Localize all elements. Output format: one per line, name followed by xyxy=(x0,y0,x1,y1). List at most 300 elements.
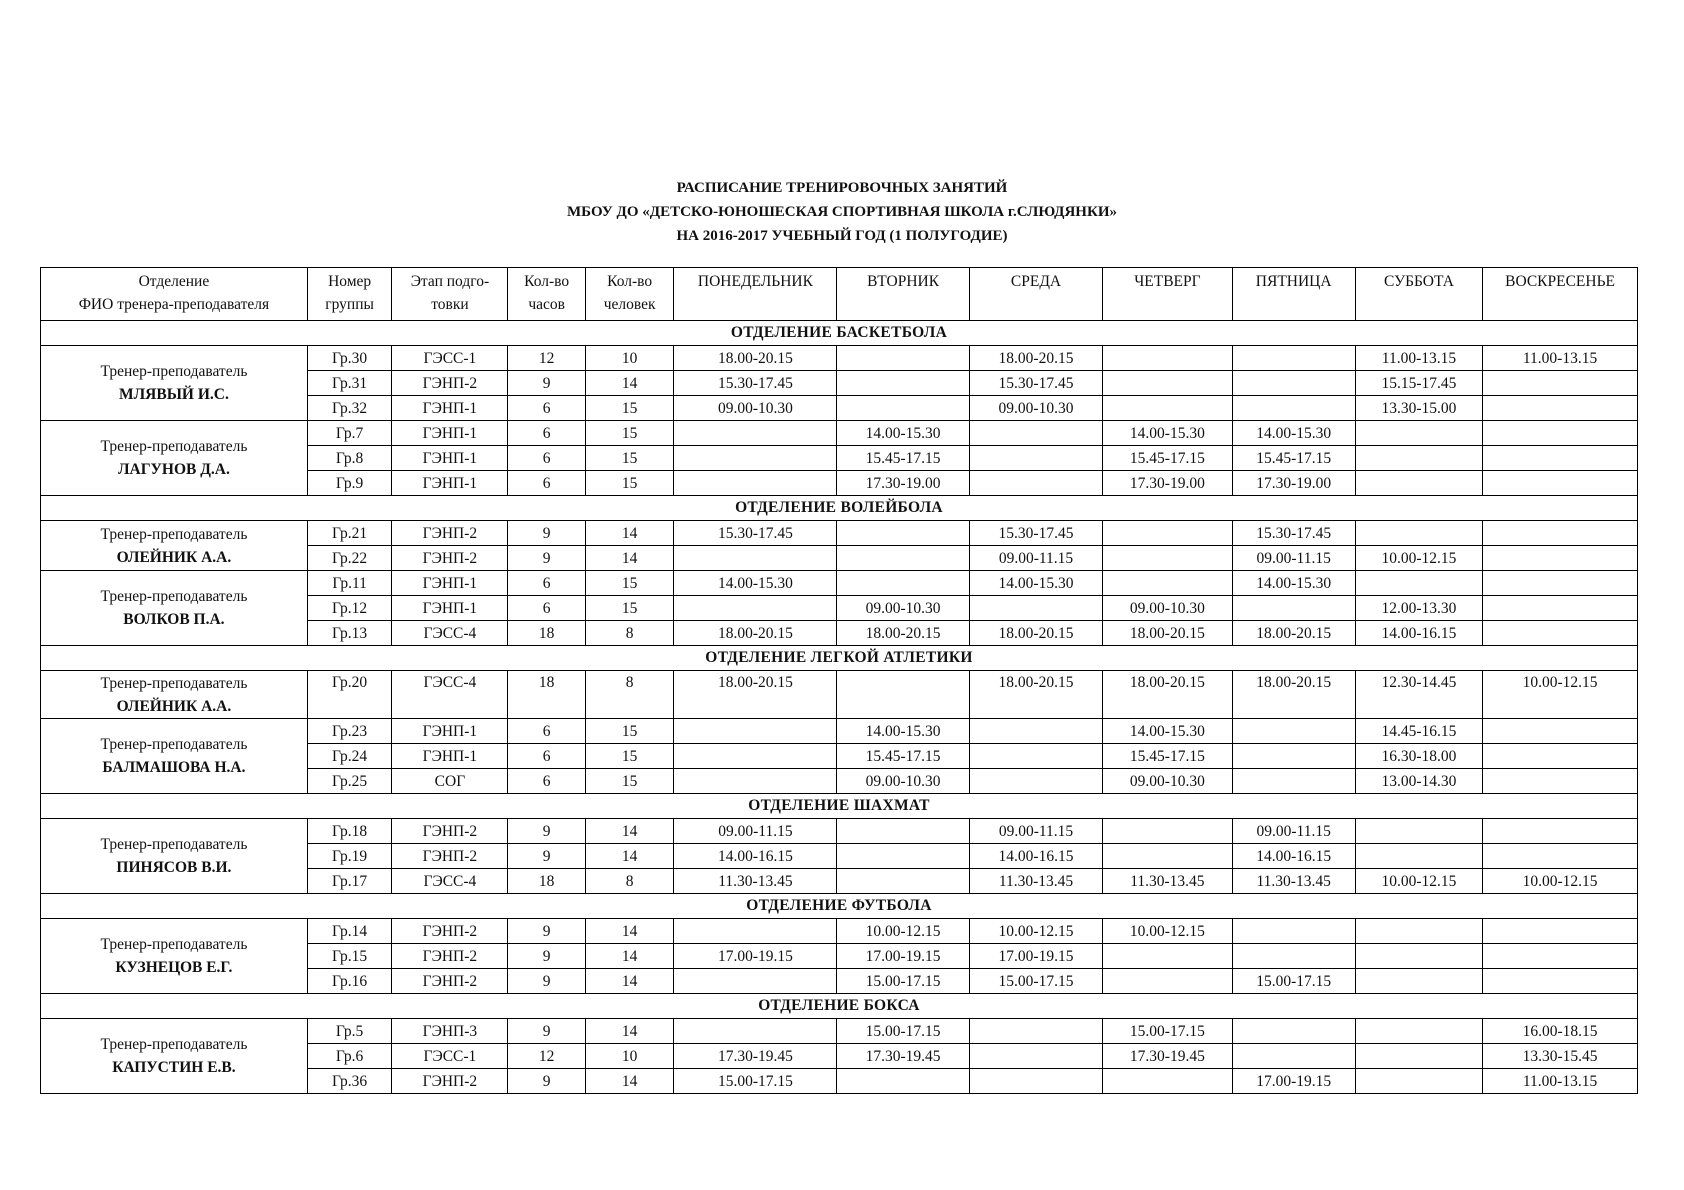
time-slot: 16.00-18.15 xyxy=(1483,1019,1638,1044)
time-slot: 09.00-11.15 xyxy=(1232,819,1355,844)
coach-cell xyxy=(41,571,308,646)
time-slot xyxy=(1355,446,1482,471)
time-slot xyxy=(1232,769,1355,794)
group-number: Гр.25 xyxy=(307,769,392,794)
department-heading: ОТДЕЛЕНИЕ ФУТБОЛА xyxy=(41,894,1638,919)
time-slot xyxy=(674,769,837,794)
time-slot xyxy=(1355,944,1482,969)
people-count: 14 xyxy=(585,969,674,994)
time-slot: 09.00-10.30 xyxy=(837,769,969,794)
hours-count: 9 xyxy=(508,521,585,546)
coach-role: Тренер-преподаватель xyxy=(100,836,248,853)
time-slot xyxy=(674,446,837,471)
time-slot: 14.00-15.30 xyxy=(969,571,1102,596)
time-slot xyxy=(674,546,837,571)
time-slot: 14.00-15.30 xyxy=(1103,421,1232,446)
time-slot: 15.00-17.15 xyxy=(837,969,969,994)
time-slot xyxy=(837,844,969,869)
time-slot: 15.45-17.15 xyxy=(837,744,969,769)
people-count: 15 xyxy=(585,446,674,471)
time-slot xyxy=(1483,446,1638,471)
time-slot: 17.30-19.00 xyxy=(1103,471,1232,496)
time-slot: 15.00-17.15 xyxy=(1232,969,1355,994)
time-slot xyxy=(1103,371,1232,396)
time-slot xyxy=(1232,919,1355,944)
coach-name: ЛАГУНОВ Д.А. xyxy=(117,461,230,478)
time-slot: 10.00-12.15 xyxy=(969,919,1102,944)
hours-count: 9 xyxy=(508,969,585,994)
coach-role: Тренер-преподаватель xyxy=(100,438,248,455)
time-slot xyxy=(674,471,837,496)
table-row xyxy=(41,421,1638,446)
group-number: Гр.23 xyxy=(307,719,392,744)
header-day: СРЕДА xyxy=(969,268,1102,321)
people-count: 14 xyxy=(585,1019,674,1044)
coach-cell xyxy=(41,521,308,571)
people-count: 14 xyxy=(585,844,674,869)
hours-count: 9 xyxy=(508,371,585,396)
department-heading: ОТДЕЛЕНИЕ ЛЕГКОЙ АТЛЕТИКИ xyxy=(41,646,1638,671)
training-stage: ГЭСС-1 xyxy=(392,1044,508,1069)
time-slot xyxy=(1483,621,1638,646)
hours-count: 6 xyxy=(508,596,585,621)
people-count: 14 xyxy=(585,819,674,844)
hours-count: 9 xyxy=(508,944,585,969)
time-slot xyxy=(1483,396,1638,421)
time-slot: 14.00-15.30 xyxy=(837,421,969,446)
time-slot xyxy=(1232,744,1355,769)
coach-cell xyxy=(41,421,308,496)
hours-count: 6 xyxy=(508,769,585,794)
time-slot xyxy=(674,719,837,744)
time-slot: 09.00-11.15 xyxy=(674,819,837,844)
time-slot: 15.45-17.15 xyxy=(1103,744,1232,769)
hours-count: 18 xyxy=(508,869,585,894)
group-number: Гр.12 xyxy=(307,596,392,621)
time-slot: 17.00-19.15 xyxy=(969,944,1102,969)
table-body xyxy=(41,321,1638,1094)
time-slot: 14.45-16.15 xyxy=(1355,719,1482,744)
time-slot xyxy=(1483,769,1638,794)
time-slot xyxy=(1483,546,1638,571)
people-count: 8 xyxy=(585,869,674,894)
header-hours: Кол-во часов xyxy=(508,268,585,321)
time-slot: 10.00-12.15 xyxy=(1355,869,1482,894)
time-slot xyxy=(674,421,837,446)
coach-role: Тренер-преподаватель xyxy=(100,363,248,380)
people-count: 15 xyxy=(585,719,674,744)
time-slot: 13.00-14.30 xyxy=(1355,769,1482,794)
time-slot: 15.00-17.15 xyxy=(837,1019,969,1044)
training-stage: ГЭНП-2 xyxy=(392,521,508,546)
time-slot: 12.00-13.30 xyxy=(1355,596,1482,621)
hours-count: 6 xyxy=(508,719,585,744)
header-day: СУББОТА xyxy=(1355,268,1482,321)
training-stage: ГЭСС-4 xyxy=(392,671,508,719)
department-heading: ОТДЕЛЕНИЕ БОКСА xyxy=(41,994,1638,1019)
time-slot: 09.00-10.30 xyxy=(837,596,969,621)
table-row xyxy=(41,571,1638,596)
people-count: 15 xyxy=(585,471,674,496)
training-stage: ГЭНП-1 xyxy=(392,719,508,744)
time-slot: 15.30-17.45 xyxy=(674,371,837,396)
people-count: 14 xyxy=(585,944,674,969)
time-slot xyxy=(1103,521,1232,546)
time-slot: 15.30-17.45 xyxy=(1232,521,1355,546)
time-slot xyxy=(837,521,969,546)
training-stage: ГЭНП-2 xyxy=(392,546,508,571)
people-count: 15 xyxy=(585,596,674,621)
training-stage: ГЭНП-1 xyxy=(392,446,508,471)
time-slot: 11.30-13.45 xyxy=(1232,869,1355,894)
time-slot: 09.00-10.30 xyxy=(1103,769,1232,794)
group-number: Гр.21 xyxy=(307,521,392,546)
time-slot xyxy=(674,596,837,621)
time-slot xyxy=(1232,346,1355,371)
table-row xyxy=(41,1019,1638,1044)
training-stage: ГЭНП-2 xyxy=(392,944,508,969)
time-slot xyxy=(837,346,969,371)
time-slot xyxy=(1355,521,1482,546)
time-slot xyxy=(1483,719,1638,744)
group-number: Гр.14 xyxy=(307,919,392,944)
time-slot: 17.30-19.45 xyxy=(837,1044,969,1069)
time-slot: 18.00-20.15 xyxy=(1103,671,1232,719)
time-slot xyxy=(837,1069,969,1094)
coach-name: ОЛЕЙНИК А.А. xyxy=(116,548,232,566)
people-count: 14 xyxy=(585,371,674,396)
time-slot xyxy=(837,546,969,571)
time-slot: 18.00-20.15 xyxy=(969,671,1102,719)
hours-count: 6 xyxy=(508,571,585,596)
time-slot xyxy=(1355,1044,1482,1069)
training-stage: ГЭНП-2 xyxy=(392,819,508,844)
department-heading: ОТДЕЛЕНИЕ ВОЛЕЙБОЛА xyxy=(41,496,1638,521)
header-day: ВТОРНИК xyxy=(837,268,969,321)
training-stage: ГЭНП-1 xyxy=(392,596,508,621)
time-slot xyxy=(969,719,1102,744)
hours-count: 12 xyxy=(508,1044,585,1069)
time-slot: 18.00-20.15 xyxy=(1232,621,1355,646)
hours-count: 18 xyxy=(508,621,585,646)
time-slot: 17.30-19.00 xyxy=(1232,471,1355,496)
group-number: Гр.5 xyxy=(307,1019,392,1044)
time-slot xyxy=(969,596,1102,621)
training-stage: ГЭНП-2 xyxy=(392,844,508,869)
time-slot xyxy=(674,969,837,994)
time-slot: 10.00-12.15 xyxy=(837,919,969,944)
training-stage: ГЭСС-1 xyxy=(392,346,508,371)
hours-count: 6 xyxy=(508,421,585,446)
training-stage: ГЭСС-4 xyxy=(392,621,508,646)
training-stage: ГЭСС-4 xyxy=(392,869,508,894)
coach-cell xyxy=(41,719,308,794)
coach-role: Тренер-преподаватель xyxy=(100,674,248,692)
time-slot: 09.00-11.15 xyxy=(969,819,1102,844)
time-slot: 09.00-10.30 xyxy=(674,396,837,421)
time-slot xyxy=(1483,571,1638,596)
department-heading: ОТДЕЛЕНИЕ ШАХМАТ xyxy=(41,794,1638,819)
time-slot: 09.00-11.15 xyxy=(969,546,1102,571)
coach-cell xyxy=(41,1019,308,1094)
time-slot: 17.00-19.15 xyxy=(674,944,837,969)
hours-count: 9 xyxy=(508,1069,585,1094)
time-slot xyxy=(1103,396,1232,421)
time-slot xyxy=(1232,1044,1355,1069)
header-group: Номер группы xyxy=(307,268,392,321)
hours-count: 9 xyxy=(508,919,585,944)
group-number: Гр.7 xyxy=(307,421,392,446)
time-slot xyxy=(969,1019,1102,1044)
time-slot: 14.00-16.15 xyxy=(674,844,837,869)
training-stage: ГЭНП-1 xyxy=(392,744,508,769)
time-slot xyxy=(1232,719,1355,744)
time-slot xyxy=(1355,1069,1482,1094)
department-heading: ОТДЕЛЕНИЕ БАСКЕТБОЛА xyxy=(41,321,1638,346)
header-day: ПОНЕДЕЛЬНИК xyxy=(674,268,837,321)
training-stage: ГЭНП-2 xyxy=(392,1069,508,1094)
hours-count: 9 xyxy=(508,1019,585,1044)
time-slot: 15.30-17.45 xyxy=(969,371,1102,396)
hours-count: 6 xyxy=(508,446,585,471)
time-slot: 11.30-13.45 xyxy=(969,869,1102,894)
time-slot: 09.00-10.30 xyxy=(1103,596,1232,621)
hours-count: 6 xyxy=(508,744,585,769)
time-slot: 18.00-20.15 xyxy=(1232,671,1355,719)
coach-cell xyxy=(41,919,308,994)
time-slot: 14.00-15.30 xyxy=(1232,571,1355,596)
training-stage: ГЭНП-2 xyxy=(392,371,508,396)
hours-count: 9 xyxy=(508,546,585,571)
time-slot: 11.00-13.15 xyxy=(1483,346,1638,371)
time-slot: 17.30-19.45 xyxy=(1103,1044,1232,1069)
coach-name: ВОЛКОВ П.А. xyxy=(123,611,225,628)
group-number: Гр.17 xyxy=(307,869,392,894)
people-count: 15 xyxy=(585,396,674,421)
time-slot xyxy=(674,919,837,944)
time-slot: 13.30-15.00 xyxy=(1355,396,1482,421)
time-slot xyxy=(1355,471,1482,496)
time-slot: 15.30-17.45 xyxy=(969,521,1102,546)
coach-name: КУЗНЕЦОВ Е.Г. xyxy=(115,959,233,976)
hours-count: 6 xyxy=(508,396,585,421)
time-slot: 14.00-15.30 xyxy=(674,571,837,596)
group-number: Гр.6 xyxy=(307,1044,392,1069)
time-slot: 10.00-12.15 xyxy=(1355,546,1482,571)
header-people: Кол-во человек xyxy=(585,268,674,321)
title-line-2: МБОУ ДО «ДЕТСКО-ЮНОШЕСКАЯ СПОРТИВНАЯ ШКОЛА г.СЛЮДЯНКИ» xyxy=(566,204,1117,220)
time-slot xyxy=(1483,969,1638,994)
training-stage: ГЭНП-1 xyxy=(392,471,508,496)
table-row xyxy=(41,346,1638,371)
time-slot xyxy=(1355,844,1482,869)
group-number: Гр.18 xyxy=(307,819,392,844)
time-slot: 18.00-20.15 xyxy=(674,621,837,646)
time-slot: 16.30-18.00 xyxy=(1355,744,1482,769)
training-stage: ГЭНП-2 xyxy=(392,969,508,994)
training-stage: ГЭНП-3 xyxy=(392,1019,508,1044)
time-slot xyxy=(837,396,969,421)
header-day: ПЯТНИЦА xyxy=(1232,268,1355,321)
time-slot xyxy=(969,1069,1102,1094)
time-slot xyxy=(1483,371,1638,396)
time-slot: 14.00-15.30 xyxy=(1103,719,1232,744)
group-number: Гр.15 xyxy=(307,944,392,969)
time-slot: 09.00-11.15 xyxy=(1232,546,1355,571)
people-count: 14 xyxy=(585,521,674,546)
group-number: Гр.13 xyxy=(307,621,392,646)
time-slot xyxy=(837,371,969,396)
hours-count: 9 xyxy=(508,819,585,844)
group-number: Гр.24 xyxy=(307,744,392,769)
time-slot xyxy=(969,744,1102,769)
people-count: 15 xyxy=(585,421,674,446)
group-number: Гр.36 xyxy=(307,1069,392,1094)
title-line-3: НА 2016-2017 УЧЕБНЫЙ ГОД (1 ПОЛУГОДИЕ) xyxy=(676,228,1008,244)
group-number: Гр.20 xyxy=(307,671,392,719)
time-slot xyxy=(1355,571,1482,596)
time-slot: 15.00-17.15 xyxy=(674,1069,837,1094)
time-slot: 18.00-20.15 xyxy=(674,346,837,371)
time-slot xyxy=(1232,371,1355,396)
time-slot: 14.00-15.30 xyxy=(837,719,969,744)
time-slot xyxy=(969,446,1102,471)
people-count: 14 xyxy=(585,919,674,944)
time-slot: 17.30-19.00 xyxy=(837,471,969,496)
time-slot xyxy=(969,769,1102,794)
training-stage: ГЭНП-1 xyxy=(392,421,508,446)
document-title xyxy=(0,176,1684,248)
people-count: 8 xyxy=(585,621,674,646)
header-day: ВОСКРЕСЕНЬЕ xyxy=(1483,268,1638,321)
people-count: 10 xyxy=(585,346,674,371)
table-header xyxy=(41,268,1638,321)
time-slot xyxy=(1232,596,1355,621)
hours-count: 18 xyxy=(508,671,585,719)
time-slot xyxy=(969,1044,1102,1069)
time-slot: 11.00-13.15 xyxy=(1483,1069,1638,1094)
coach-role: Тренер-преподаватель xyxy=(100,736,248,753)
time-slot xyxy=(1483,919,1638,944)
time-slot xyxy=(1103,346,1232,371)
time-slot xyxy=(1103,1069,1232,1094)
time-slot: 18.00-20.15 xyxy=(837,621,969,646)
time-slot: 10.00-12.15 xyxy=(1483,869,1638,894)
header-stage: Этап подго- товки xyxy=(392,268,508,321)
training-stage: СОГ xyxy=(392,769,508,794)
people-count: 14 xyxy=(585,546,674,571)
time-slot: 14.00-16.15 xyxy=(969,844,1102,869)
time-slot xyxy=(1355,969,1482,994)
coach-role: Тренер-преподаватель xyxy=(100,1036,248,1053)
time-slot: 15.00-17.15 xyxy=(969,969,1102,994)
training-stage: ГЭНП-2 xyxy=(392,919,508,944)
time-slot xyxy=(1355,819,1482,844)
time-slot: 18.00-20.15 xyxy=(674,671,837,719)
people-count: 15 xyxy=(585,571,674,596)
time-slot: 15.45-17.15 xyxy=(837,446,969,471)
coach-name: БАЛМАШОВА Н.А. xyxy=(102,759,246,776)
time-slot: 18.00-20.15 xyxy=(969,346,1102,371)
time-slot: 11.30-13.45 xyxy=(1103,869,1232,894)
time-slot xyxy=(837,571,969,596)
time-slot: 12.30-14.45 xyxy=(1355,671,1482,719)
time-slot xyxy=(837,819,969,844)
time-slot: 11.30-13.45 xyxy=(674,869,837,894)
hours-count: 6 xyxy=(508,471,585,496)
table-row xyxy=(41,919,1638,944)
table-row xyxy=(41,521,1638,546)
time-slot xyxy=(1483,744,1638,769)
table-row xyxy=(41,819,1638,844)
time-slot: 15.30-17.45 xyxy=(674,521,837,546)
people-count: 15 xyxy=(585,744,674,769)
time-slot xyxy=(1355,919,1482,944)
header-day: ЧЕТВЕРГ xyxy=(1103,268,1232,321)
group-number: Гр.9 xyxy=(307,471,392,496)
time-slot xyxy=(1103,944,1232,969)
time-slot: 11.00-13.15 xyxy=(1355,346,1482,371)
time-slot xyxy=(1483,471,1638,496)
time-slot xyxy=(1232,396,1355,421)
time-slot: 14.00-15.30 xyxy=(1232,421,1355,446)
time-slot xyxy=(969,421,1102,446)
time-slot xyxy=(1103,546,1232,571)
training-stage: ГЭНП-1 xyxy=(392,571,508,596)
hours-count: 12 xyxy=(508,346,585,371)
time-slot xyxy=(1103,969,1232,994)
group-number: Гр.11 xyxy=(307,571,392,596)
time-slot: 15.45-17.15 xyxy=(1232,446,1355,471)
time-slot: 17.00-19.15 xyxy=(1232,1069,1355,1094)
time-slot xyxy=(1483,596,1638,621)
time-slot xyxy=(1483,944,1638,969)
time-slot xyxy=(1355,1019,1482,1044)
time-slot: 18.00-20.15 xyxy=(1103,621,1232,646)
coach-name: МЛЯВЫЙ И.С. xyxy=(118,386,229,403)
time-slot xyxy=(674,744,837,769)
time-slot xyxy=(1355,421,1482,446)
people-count: 15 xyxy=(585,769,674,794)
group-number: Гр.8 xyxy=(307,446,392,471)
title-line-1: РАСПИСАНИЕ ТРЕНИРОВОЧНЫХ ЗАНЯТИЙ xyxy=(676,180,1008,196)
people-count: 10 xyxy=(585,1044,674,1069)
training-stage: ГЭНП-1 xyxy=(392,396,508,421)
table-row xyxy=(41,719,1638,744)
coach-name: КАПУСТИН Е.В. xyxy=(112,1059,236,1076)
time-slot: 18.00-20.15 xyxy=(969,621,1102,646)
coach-role: Тренер-преподаватель xyxy=(100,525,248,543)
group-number: Гр.31 xyxy=(307,371,392,396)
coach-cell xyxy=(41,671,308,719)
group-number: Гр.22 xyxy=(307,546,392,571)
time-slot: 14.00-16.15 xyxy=(1355,621,1482,646)
time-slot xyxy=(1232,1019,1355,1044)
people-count: 14 xyxy=(585,1069,674,1094)
time-slot: 10.00-12.15 xyxy=(1483,671,1638,719)
group-number: Гр.16 xyxy=(307,969,392,994)
time-slot xyxy=(1483,521,1638,546)
table-row xyxy=(41,671,1638,719)
time-slot xyxy=(837,671,969,719)
people-count: 8 xyxy=(585,671,674,719)
group-number: Гр.32 xyxy=(307,396,392,421)
time-slot: 15.15-17.45 xyxy=(1355,371,1482,396)
coach-name: ОЛЕЙНИК А.А. xyxy=(116,697,232,715)
hours-count: 9 xyxy=(508,844,585,869)
time-slot: 17.30-19.45 xyxy=(674,1044,837,1069)
time-slot xyxy=(1483,421,1638,446)
